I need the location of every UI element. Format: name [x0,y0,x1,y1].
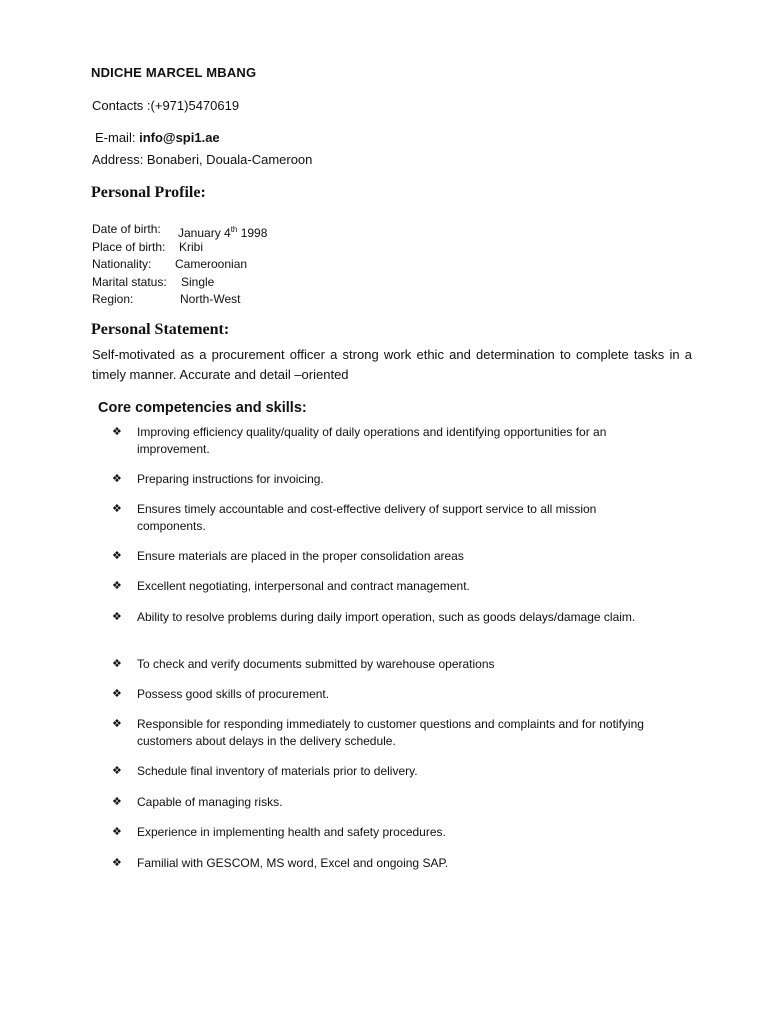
profile-label: Place of birth: [92,239,166,254]
profile-value: North-West [180,292,241,306]
diamond-bullet-icon: ❖ [112,473,122,485]
diamond-bullet-icon: ❖ [112,550,122,562]
list-item: ❖ Possess good skills of procurement. [112,687,330,701]
list-item: ❖ Familial with GESCOM, MS word, Excel and ongoing SAP. [112,856,449,870]
email-value: info@spi1.ae [139,130,220,145]
diamond-bullet-icon: ❖ [112,765,122,777]
list-item: ❖ Improving efficiency quality/quality of daily operations and identifying opportunities for an improvement. [112,425,607,456]
list-item: ❖ Ability to resolve problems during daily import operation, such as goods delays/damage claim. [112,610,636,624]
personal-statement-text: Self-motivated as a procurement officer a strong work ethic and determination to complete tasks in a timely manner. Accurate and detail –oriented [92,347,692,382]
profile-label: Nationality: [92,257,152,271]
personal-profile-heading: Personal Profile: [91,184,206,201]
list-item: ❖ Ensure materials are placed in the proper consolidation areas [112,549,464,563]
candidate-name: NDICHE MARCEL MBANG [91,65,257,80]
diamond-bullet-icon: ❖ [112,796,122,808]
diamond-bullet-icon: ❖ [112,503,122,515]
diamond-bullet-icon: ❖ [112,611,122,623]
list-item: ❖ Excellent negotiating, interpersonal and contract management. [112,579,470,593]
profile-value: January 4th 1998 [178,225,268,240]
profile-value: Kribi [179,239,204,254]
email-line [95,130,220,145]
email-label: E-mail: [95,130,136,145]
list-item: ❖ Preparing instructions for invoicing. [112,472,324,486]
profile-value: Single [181,274,215,289]
list-item: ❖ Responsible for responding immediately to customer questions and complaints and for notifying customers about delays in the delivery schedule. [112,717,644,748]
list-item: ❖ Experience in implementing health and safety procedures. [112,825,446,839]
profile-label: Region: [92,292,134,306]
diamond-bullet-icon: ❖ [112,826,122,838]
core-competencies-heading: Core competencies and skills: [98,400,307,416]
contacts-line: Contacts :(+971)5470619 [92,98,240,113]
list-item: ❖ Capable of managing risks. [112,795,283,809]
list-item: ❖ To check and verify documents submitted by warehouse operations [112,657,495,671]
diamond-bullet-icon: ❖ [112,580,122,592]
personal-statement-heading: Personal Statement: [91,321,230,338]
diamond-bullet-icon: ❖ [112,688,122,700]
list-item: ❖ Ensures timely accountable and cost-effective delivery of support service to all mission components. [112,502,597,533]
diamond-bullet-icon: ❖ [112,857,122,869]
diamond-bullet-icon: ❖ [112,658,122,670]
diamond-bullet-icon: ❖ [112,426,122,438]
diamond-bullet-icon: ❖ [112,718,122,730]
list-item: ❖ Schedule final inventory of materials prior to delivery. [112,764,418,778]
profile-label: Date of birth: [92,222,161,236]
address-line: Address: Bonaberi, Douala-Cameroon [92,152,313,167]
profile-value: Cameroonian [175,257,248,271]
profile-label: Marital status: [92,274,167,289]
